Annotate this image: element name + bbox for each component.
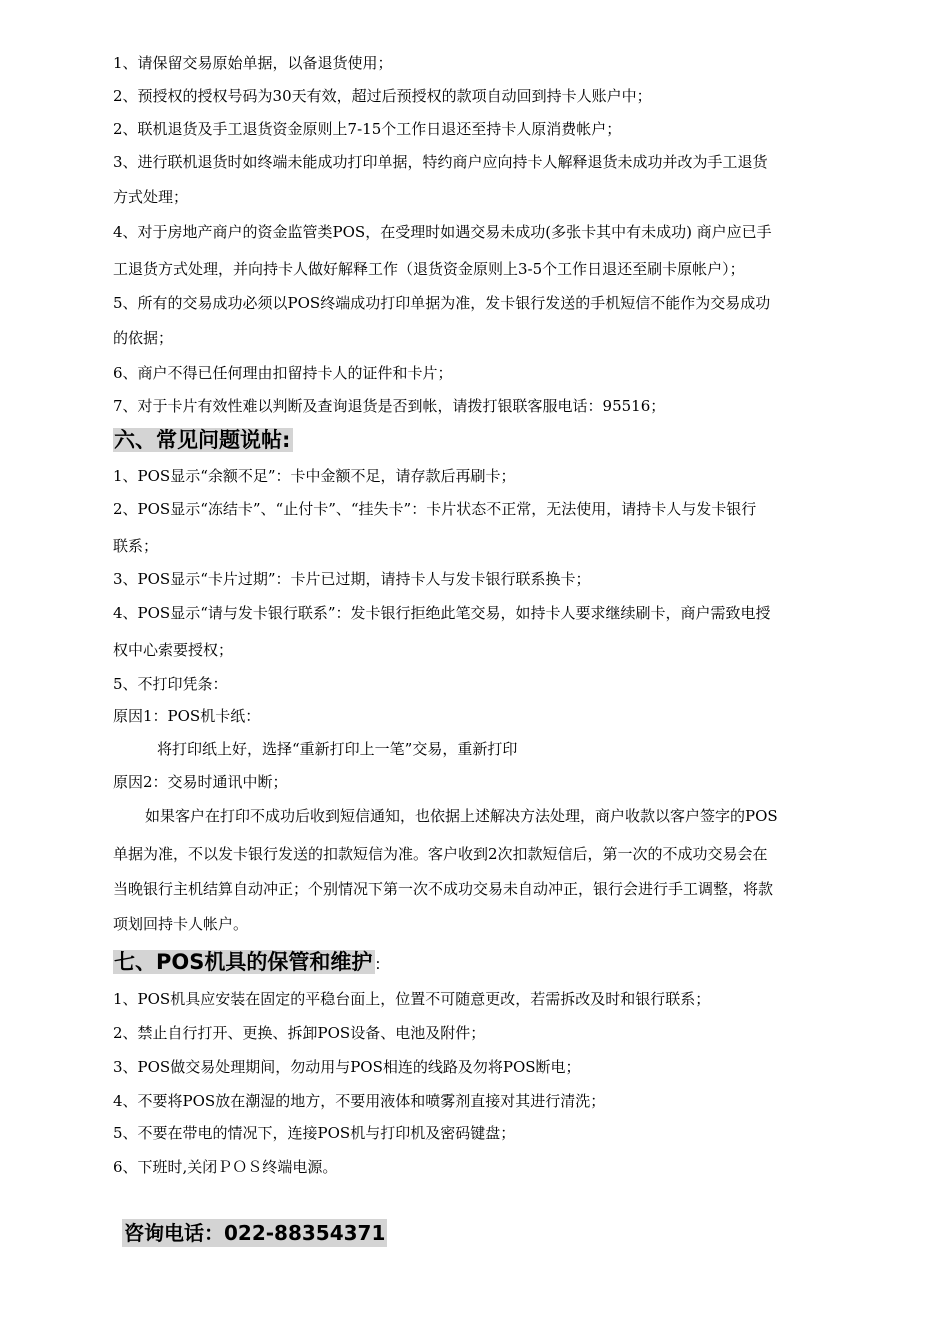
paragraph-line: 2、预授权的授权号码为30天有效，超过后预授权的款项自动回到持卡人账户中；: [113, 87, 652, 105]
paragraph-line: 联系；: [113, 537, 159, 555]
paragraph-line: 6、商户不得已任何理由扣留持卡人的证件和卡片；: [113, 364, 453, 382]
paragraph-line: 7、对于卡片有效性难以判断及查询退货是否到帐，请拨打银联客服电话：95516；: [113, 397, 666, 415]
paragraph-line: 5、所有的交易成功必须以POS终端成功打印单据为准，发卡银行发送的手机短信不能作为交易成功: [113, 294, 771, 312]
paragraph-line: 3、POS显示“卡片过期”：卡片已过期，请持卡人与发卡银行联系换卡；: [113, 570, 591, 588]
paragraph-line: 6、下班时,关闭ＰＯＳ终端电源。: [113, 1158, 338, 1176]
paragraph-line: 1、POS显示“余额不足”：卡中金额不足，请存款后再刷卡；: [113, 467, 516, 485]
paragraph-line: 当晚银行主机结算自动冲正；个别情况下第一次不成功交易未自动冲正，银行会进行手工调整，将款: [113, 880, 774, 898]
paragraph-line: 2、POS显示“冻结卡”、“止付卡”、“挂失卡”：卡片状态不正常，无法使用，请持卡人与发卡银行: [113, 500, 757, 518]
paragraph-line: 项划回持卡人帐户。: [113, 915, 249, 933]
section-6-heading: [113, 427, 293, 453]
paragraph-line: 5、不打印凭条：: [113, 675, 228, 693]
section-6-title: 六、常见问题说帖:: [113, 428, 293, 452]
section-7-title: 七、POS机具的保管和维护: [113, 950, 375, 974]
paragraph-line: 方式处理；: [113, 188, 189, 206]
paragraph-line: 原因1：POS机卡纸：: [113, 707, 261, 725]
paragraph-line: 2、联机退货及手工退货资金原则上7-15个工作日退还至持卡人原消费帐户；: [113, 120, 622, 138]
paragraph-line: 将打印纸上好，选择“重新打印上一笔”交易，重新打印: [157, 740, 518, 758]
paragraph-line: 原因2：交易时通讯中断；: [113, 773, 288, 791]
paragraph-line: 1、请保留交易原始单据，以备退货使用；: [113, 54, 393, 72]
paragraph-line: 如果客户在打印不成功后收到短信通知，也依据上述解决方法处理，商户收款以客户签字的POS: [145, 807, 778, 825]
section-7-heading: [113, 949, 380, 977]
paragraph-line: 4、对于房地产商户的资金监管类POS，在受理时如遇交易未成功(多张卡其中有未成功) 商户应已手: [113, 223, 772, 241]
hotline-label: 咨询电话：022-88354371: [124, 1221, 386, 1245]
paragraph-line: 2、禁止自行打开、更换、拆卸POS设备、电池及附件；: [113, 1024, 486, 1042]
paragraph-line: 3、POS做交易处理期间，勿动用与POS相连的线路及勿将POS断电；: [113, 1058, 581, 1076]
paragraph-line: 工退货方式处理，并向持卡人做好解释工作（退货资金原则上3-5个工作日退还至刷卡原帐户）；: [113, 260, 745, 278]
paragraph-line: 1、POS机具应安装在固定的平稳台面上，位置不可随意更改，若需拆改及时和银行联系；: [113, 990, 711, 1008]
paragraph-line: 5、不要在带电的情况下，连接POS机与打印机及密码键盘；: [113, 1124, 516, 1142]
paragraph-line: 4、POS显示“请与发卡银行联系”：发卡银行拒绝此笔交易，如持卡人要求继续刷卡，商户需致电授: [113, 604, 771, 622]
paragraph-line: 4、不要将POS放在潮湿的地方，不要用液体和喷雾剂直接对其进行清洗；: [113, 1092, 606, 1110]
paragraph-line: 3、进行联机退货时如终端未能成功打印单据，特约商户应向持卡人解释退货未成功并改为手工退货: [113, 153, 768, 171]
paragraph-line: 的依据；: [113, 329, 174, 347]
paragraph-line: 权中心索要授权；: [113, 641, 234, 659]
paragraph-line: 单据为准，不以发卡银行发送的扣款短信为准。客户收到2次扣款短信后，第一次的不成功交易会在: [113, 845, 768, 863]
section-7-title-colon: :: [375, 955, 381, 973]
